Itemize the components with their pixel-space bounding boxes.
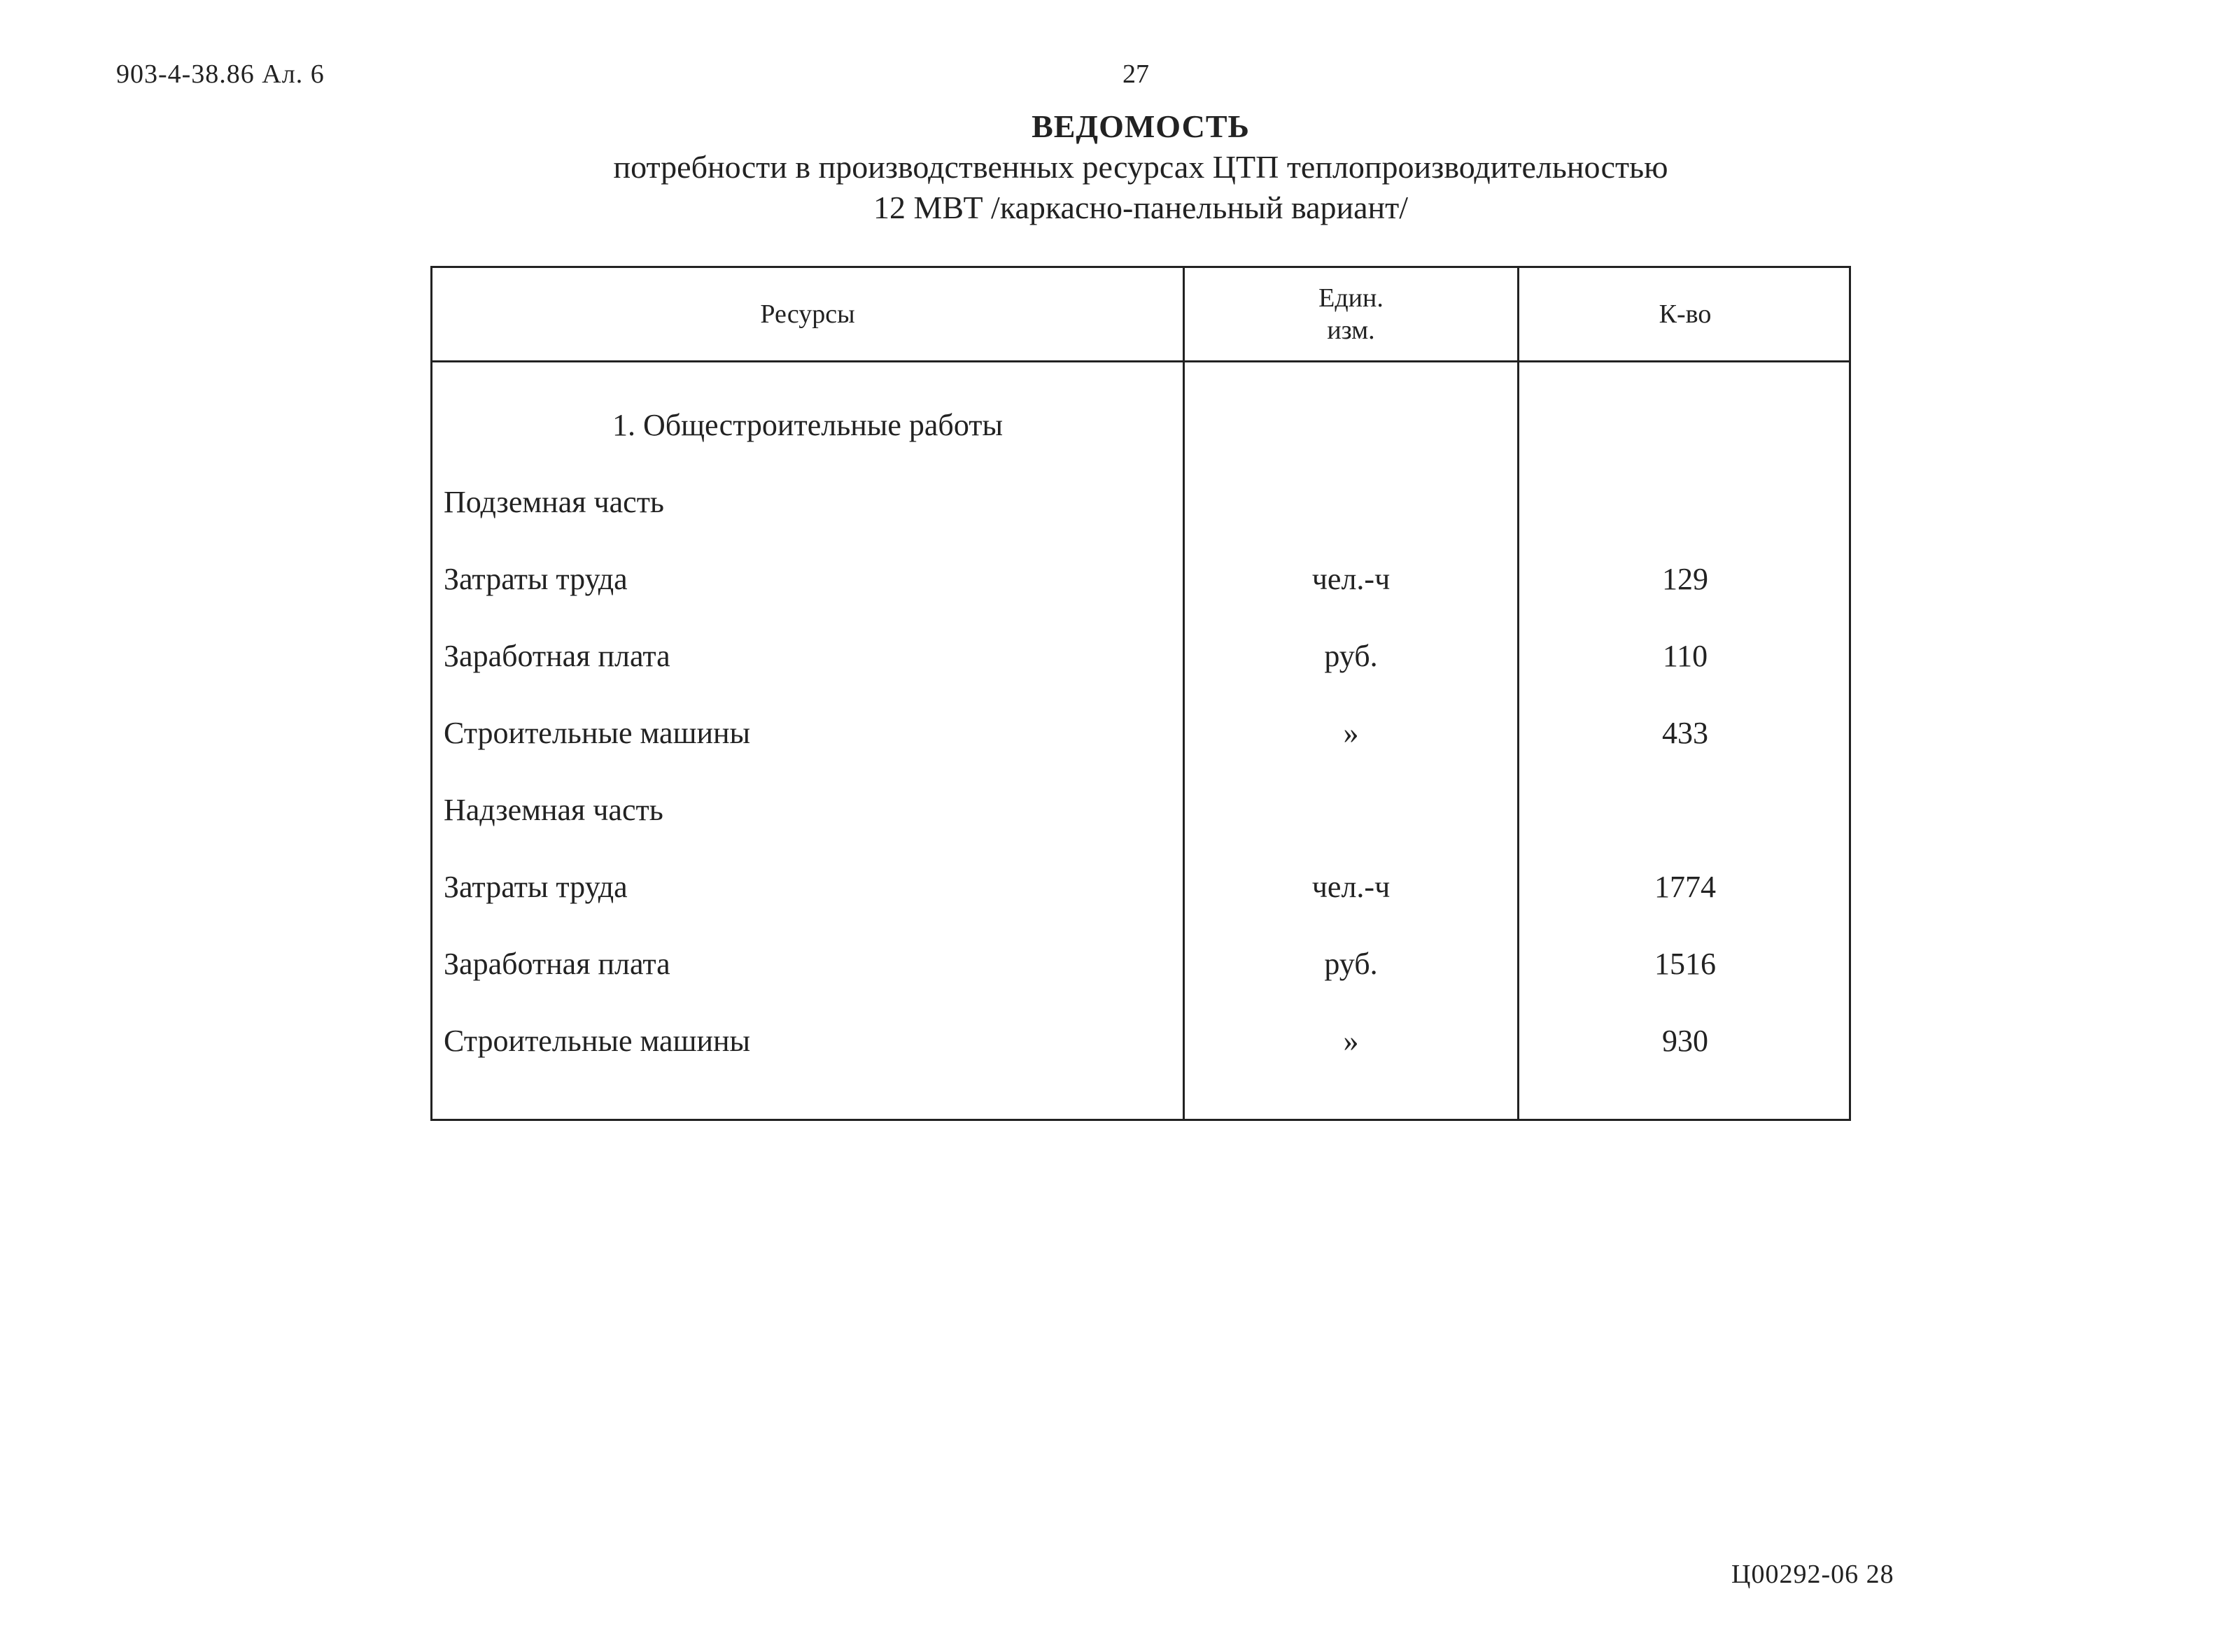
footer-code: Ц00292-06 28 bbox=[1731, 1560, 1894, 1589]
resource-cell: Затраты труда bbox=[444, 562, 628, 596]
resource-cell: Заработная плата bbox=[444, 947, 670, 981]
column-header-resources: Ресурсы bbox=[760, 299, 855, 329]
resource-cell: Подземная часть bbox=[444, 485, 664, 519]
table-row-subsection bbox=[432, 772, 1851, 849]
document-subtitle-line1: потребности в производственных ресурсах ЦТП теплопроизводительностью bbox=[613, 149, 1668, 185]
table-row bbox=[432, 541, 1851, 618]
unit-cell: чел.-ч bbox=[1311, 562, 1391, 596]
column-header-unit bbox=[1185, 268, 1517, 360]
resource-cell: 1. Общестроительные работы bbox=[612, 408, 1004, 442]
unit-cell: чел.-ч bbox=[1311, 870, 1391, 904]
quantity-cell: 1774 bbox=[1654, 870, 1716, 904]
table-row bbox=[432, 618, 1851, 695]
table-row bbox=[432, 849, 1851, 926]
quantity-cell: 1516 bbox=[1654, 947, 1716, 981]
table-row-subsection bbox=[432, 464, 1851, 541]
quantity-cell: 110 bbox=[1662, 639, 1708, 673]
page-number: 27 bbox=[1122, 59, 1149, 89]
resource-cell: Заработная плата bbox=[444, 639, 670, 673]
table-row bbox=[432, 1003, 1851, 1080]
table-row bbox=[432, 926, 1851, 1003]
unit-cell: руб. bbox=[1324, 947, 1378, 981]
quantity-cell: 433 bbox=[1662, 716, 1708, 750]
column-header-unit-line2: изм. bbox=[1327, 316, 1375, 345]
resource-cell: Строительные машины bbox=[444, 1024, 751, 1058]
document-subtitle-line2: 12 МВТ /каркасно-панельный вариант/ bbox=[873, 190, 1409, 225]
resource-cell: Надземная часть bbox=[444, 793, 663, 827]
document-title: ВЕДОМОСТЬ bbox=[1032, 108, 1250, 144]
header-divider bbox=[432, 360, 1849, 362]
title-block bbox=[490, 106, 1792, 228]
unit-cell: » bbox=[1343, 1024, 1359, 1058]
unit-cell: руб. bbox=[1324, 639, 1378, 673]
document-code: 903-4-38.86 Ал. 6 bbox=[116, 59, 325, 89]
resource-cell: Затраты труда bbox=[444, 870, 628, 904]
resources-table bbox=[430, 266, 1851, 1121]
quantity-cell: 930 bbox=[1662, 1024, 1708, 1058]
resource-cell: Строительные машины bbox=[444, 716, 751, 750]
column-header-quantity: К-во bbox=[1659, 299, 1712, 329]
unit-cell: » bbox=[1343, 716, 1359, 750]
column-header-unit-line1: Един. bbox=[1318, 283, 1384, 313]
table-row bbox=[432, 695, 1851, 772]
table-row-section bbox=[432, 387, 1851, 464]
quantity-cell: 129 bbox=[1662, 562, 1708, 596]
